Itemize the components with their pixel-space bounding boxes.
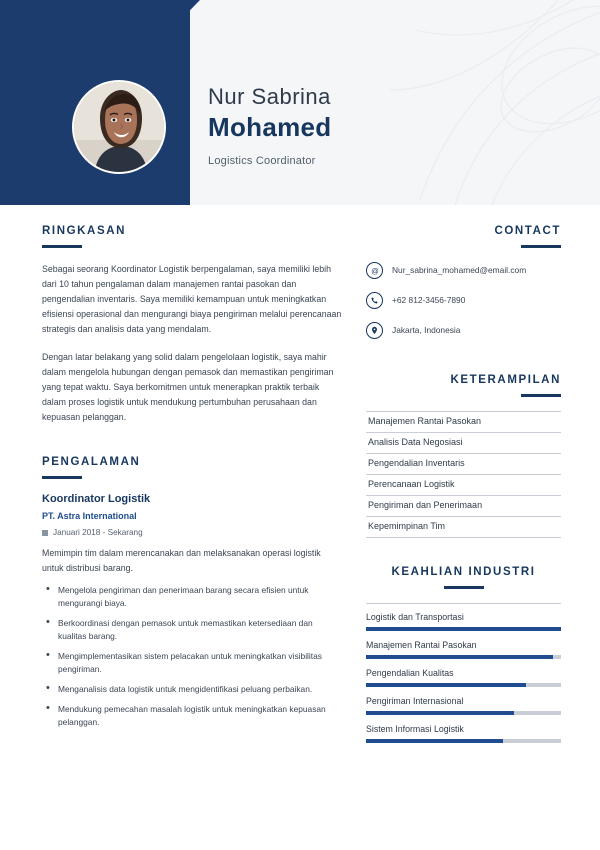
experience-company: PT. Astra International [42, 511, 137, 521]
avatar [72, 80, 166, 174]
skills-section [366, 374, 561, 538]
last-name: Mohamed [208, 112, 332, 142]
industry-label: Pengendalian Kualitas [366, 668, 454, 678]
contact-location-text: Jakarta, Indonesia [392, 325, 461, 335]
industry-bar [366, 711, 561, 715]
calendar-icon [42, 530, 48, 536]
list-item: Manajemen Rantai Pasokan [366, 411, 561, 433]
industry-bar [366, 655, 561, 659]
summary-title: RINGKASAN [42, 225, 127, 237]
location-icon [366, 322, 383, 339]
experience-item [42, 493, 342, 729]
industry-label: Pengiriman Internasional [366, 696, 464, 706]
name-block [208, 84, 331, 167]
contact-phone-text: +62 812-3456-7890 [392, 295, 466, 305]
list-item: Analisis Data Negosiasi [366, 433, 561, 454]
industry-item [366, 724, 561, 743]
industry-rule [444, 586, 484, 589]
experience-bullets [42, 584, 342, 729]
list-item: • Mengimplementasikan sistem pelacakan untuk meningkatkan visibilitas pengiriman. [42, 650, 342, 676]
industry-item [366, 612, 561, 631]
experience-rule [42, 476, 82, 479]
contact-email-text: Nur_sabrina_mohamed@email.com [392, 265, 527, 275]
right-column [366, 225, 561, 752]
phone-icon [366, 292, 383, 309]
industry-bar [366, 683, 561, 687]
experience-section [42, 456, 342, 729]
list-item: • Mengelola pengiriman dan penerimaan barang secara efisien untuk mengurangi biaya. [42, 584, 342, 610]
skills-rule [521, 394, 561, 397]
list-item: • Berkoordinasi dengan pemasok untuk memastikan ketersediaan dan kualitas barang. [42, 617, 342, 643]
experience-role: Koordinator Logistik [42, 493, 151, 505]
list-item: Pengendalian Inventaris [366, 454, 561, 475]
industry-bar-fill [366, 739, 503, 743]
experience-date [42, 528, 342, 537]
list-item: Kepemimpinan Tim [366, 517, 561, 538]
industry-bar-fill [366, 711, 514, 715]
skills-title: KETERAMPILAN [450, 374, 561, 386]
industry-bar-fill [366, 683, 526, 687]
summary-paragraph-1: Sebagai seorang Koordinator Logistik berpengalaman, saya memiliki lebih dari 10 tahun pengalaman dalam manajemen rantai pasokan dan pengendalian inventaris. Saya memiliki kemampuan untuk meningkatkan efisiensi operasional dan mengurangi biaya pengiriman melalui perencanaan strategis dan analisis data yang mendalam. [42, 264, 342, 334]
summary-paragraph-2: Dengan latar belakang yang solid dalam pengelolaan logistik, saya mahir dalam mengelola hubungan dengan pemasok dan memastikan pengiriman yang tepat waktu. Saya berkomitmen untuk menerapkan praktik terbaik dalam proses logistik untuk mendukung pertumbuhan perusahaan dan kepuasan pelanggan. [42, 352, 334, 422]
email-icon [366, 262, 383, 279]
left-column [42, 225, 342, 736]
header-band [0, 0, 600, 205]
first-name: Nur Sabrina [208, 84, 331, 109]
contact-phone[interactable] [366, 292, 561, 309]
summary-section [42, 225, 342, 425]
job-title: Logistics Coordinator [208, 155, 316, 167]
industry-divider [366, 603, 561, 604]
industry-bar-fill [366, 627, 561, 631]
industry-label: Sistem Informasi Logistik [366, 724, 464, 734]
industry-bar-fill [366, 655, 553, 659]
industry-item [366, 640, 561, 659]
industry-label: Manajemen Rantai Pasokan [366, 640, 477, 650]
industry-title: KEAHLIAN INDUSTRI [391, 566, 536, 578]
list-item: Perencanaan Logistik [366, 475, 561, 496]
avatar-photo [74, 82, 166, 174]
svg-text:@: @ [370, 266, 379, 275]
contact-title: CONTACT [494, 225, 561, 237]
summary-rule [42, 245, 82, 248]
contact-section [366, 225, 561, 339]
experience-title: PENGALAMAN [42, 456, 141, 468]
contact-email[interactable] [366, 262, 561, 279]
industry-bar [366, 739, 561, 743]
experience-date-text: Januari 2018 - Sekarang [53, 528, 143, 537]
industry-label: Logistik dan Transportasi [366, 612, 464, 622]
industry-item [366, 668, 561, 687]
contact-location[interactable] [366, 322, 561, 339]
list-item: • Menganalisis data logistik untuk mengidentifikasi peluang perbaikan. [42, 683, 342, 696]
industry-section [366, 566, 561, 743]
list-item: • Mendukung pemecahan masalah logistik untuk meningkatkan kepuasan pelanggan. [42, 703, 342, 729]
experience-description: Memimpin tim dalam merencanakan dan melaksanakan operasi logistik untuk distribusi barang. [42, 548, 321, 573]
industry-item [366, 696, 561, 715]
contact-rule [521, 245, 561, 248]
decorative-leaf-icon [360, 0, 600, 205]
skills-list [366, 411, 561, 538]
industry-bar [366, 627, 561, 631]
list-item: Pengiriman dan Penerimaan [366, 496, 561, 517]
